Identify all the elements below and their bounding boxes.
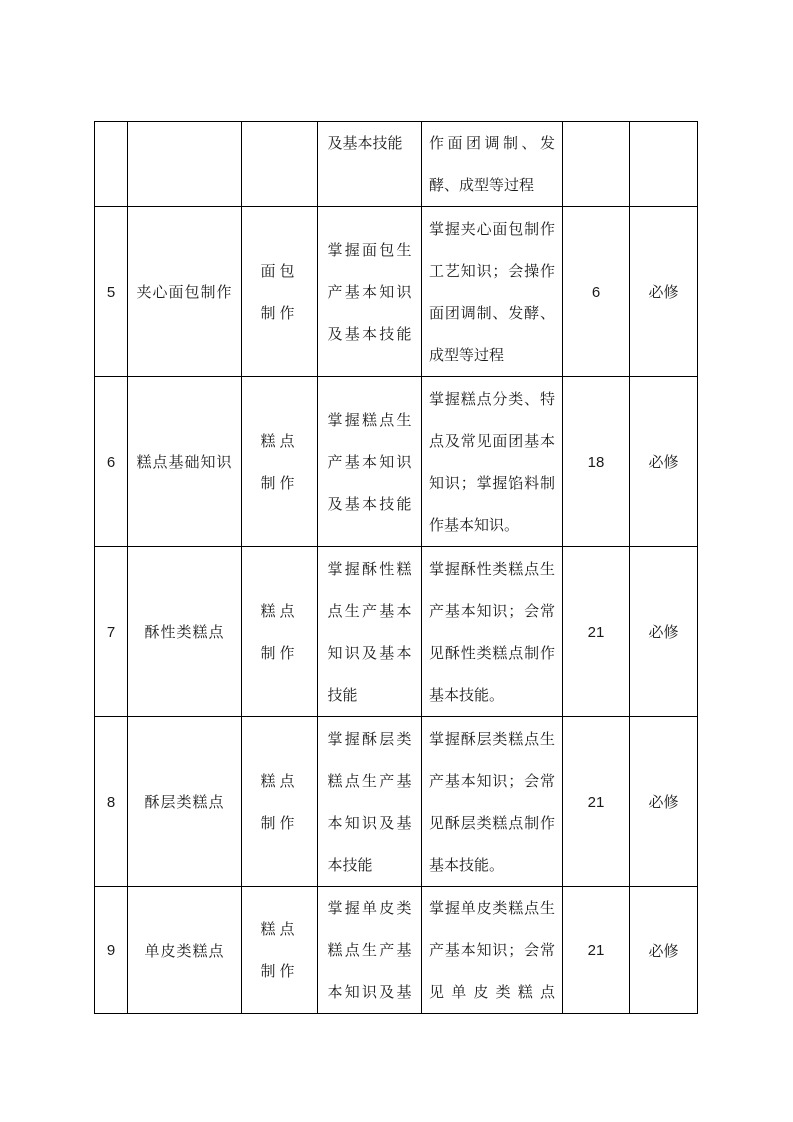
course-name-cell bbox=[128, 207, 242, 377]
course-goal: 及基本技能 bbox=[327, 134, 403, 152]
course-name-cell bbox=[128, 377, 242, 547]
category-cell bbox=[242, 122, 318, 207]
course-goal: 掌握酥层类糕点生产基本知识及基本技能 bbox=[327, 729, 412, 874]
row-number-cell bbox=[95, 207, 128, 377]
category-cell bbox=[242, 377, 318, 547]
course-hours: 21 bbox=[587, 623, 605, 641]
type-cell bbox=[630, 717, 698, 887]
course-category: 糕点制作 bbox=[260, 431, 299, 492]
course-goal: 掌握糕点生产基本知识及基本技能 bbox=[327, 410, 412, 513]
row-number-cell bbox=[95, 377, 128, 547]
table-row bbox=[95, 717, 698, 887]
row-number-cell bbox=[95, 122, 128, 207]
course-category: 糕点制作 bbox=[260, 601, 299, 662]
course-name: 单皮类糕点 bbox=[144, 941, 225, 960]
course-requirement: 作面团调制、发酵、成型等过程 bbox=[429, 134, 555, 194]
course-requirement: 掌握糕点分类、特点及常见面团基本知识；掌握馅料制作基本知识。 bbox=[429, 389, 555, 534]
course-goal: 掌握酥性糕点生产基本知识及基本技能 bbox=[327, 559, 412, 704]
course-category: 糕点制作 bbox=[260, 771, 299, 832]
row-number: 9 bbox=[106, 942, 116, 959]
course-goal: 掌握面包生产基本知识及基本技能 bbox=[327, 240, 412, 343]
course-requirement: 掌握夹心面包制作工艺知识；会操作面团调制、发酵、成型等过程 bbox=[429, 219, 555, 364]
course-hours: 21 bbox=[587, 942, 605, 959]
type-cell bbox=[630, 122, 698, 207]
course-type: 必修 bbox=[648, 941, 679, 960]
row-number-cell bbox=[95, 887, 128, 1014]
row-number: 7 bbox=[106, 623, 116, 641]
type-cell bbox=[630, 207, 698, 377]
requirement-cell bbox=[422, 207, 563, 377]
hours-cell bbox=[563, 377, 630, 547]
row-number-cell bbox=[95, 717, 128, 887]
category-cell bbox=[242, 207, 318, 377]
course-goal: 掌握单皮类糕点生产基本知识及基 bbox=[327, 899, 412, 1001]
course-name-cell bbox=[128, 887, 242, 1014]
course-hours: 6 bbox=[591, 283, 601, 301]
course-category: 面包制作 bbox=[260, 261, 299, 322]
course-name-cell bbox=[128, 717, 242, 887]
requirement-cell bbox=[422, 717, 563, 887]
type-cell bbox=[630, 547, 698, 717]
course-name: 夹心面包制作 bbox=[136, 283, 233, 301]
table-row bbox=[95, 207, 698, 377]
course-requirement: 掌握酥性类糕点生产基本知识；会常见酥性类糕点制作基本技能。 bbox=[429, 559, 555, 704]
row-number: 6 bbox=[106, 453, 116, 471]
course-name: 酥层类糕点 bbox=[144, 793, 225, 811]
course-type: 必修 bbox=[648, 453, 679, 471]
course-requirement: 掌握酥层类糕点生产基本知识；会常见酥层类糕点制作基本技能。 bbox=[429, 729, 555, 874]
table-row bbox=[95, 122, 698, 207]
goal-cell bbox=[318, 207, 422, 377]
course-hours: 18 bbox=[587, 453, 605, 471]
requirement-cell bbox=[422, 887, 563, 1014]
course-requirement: 掌握单皮类糕点生产基本知识；会常见单皮类糕点 bbox=[429, 899, 555, 1001]
row-number: 8 bbox=[106, 793, 116, 811]
course-name: 酥性类糕点 bbox=[144, 623, 225, 641]
type-cell bbox=[630, 887, 698, 1014]
goal-cell bbox=[318, 547, 422, 717]
course-category: 糕点制作 bbox=[260, 920, 299, 980]
goal-cell bbox=[318, 122, 422, 207]
requirement-cell bbox=[422, 122, 563, 207]
course-type: 必修 bbox=[648, 283, 679, 301]
hours-cell bbox=[563, 717, 630, 887]
course-name-cell bbox=[128, 547, 242, 717]
course-hours: 21 bbox=[587, 793, 605, 811]
hours-cell bbox=[563, 207, 630, 377]
category-cell bbox=[242, 887, 318, 1014]
row-number-cell bbox=[95, 547, 128, 717]
hours-cell bbox=[563, 547, 630, 717]
category-cell bbox=[242, 547, 318, 717]
course-type: 必修 bbox=[648, 793, 679, 811]
hours-cell bbox=[563, 887, 630, 1014]
requirement-cell bbox=[422, 547, 563, 717]
goal-cell bbox=[318, 377, 422, 547]
table-row bbox=[95, 377, 698, 547]
course-name: 糕点基础知识 bbox=[136, 453, 233, 471]
course-table bbox=[94, 121, 698, 1014]
course-type: 必修 bbox=[648, 623, 679, 641]
table-row bbox=[95, 887, 698, 1014]
row-number: 5 bbox=[106, 283, 116, 301]
course-name-cell bbox=[128, 122, 242, 207]
category-cell bbox=[242, 717, 318, 887]
type-cell bbox=[630, 377, 698, 547]
requirement-cell bbox=[422, 377, 563, 547]
table-row bbox=[95, 547, 698, 717]
goal-cell bbox=[318, 887, 422, 1014]
goal-cell bbox=[318, 717, 422, 887]
hours-cell bbox=[563, 122, 630, 207]
